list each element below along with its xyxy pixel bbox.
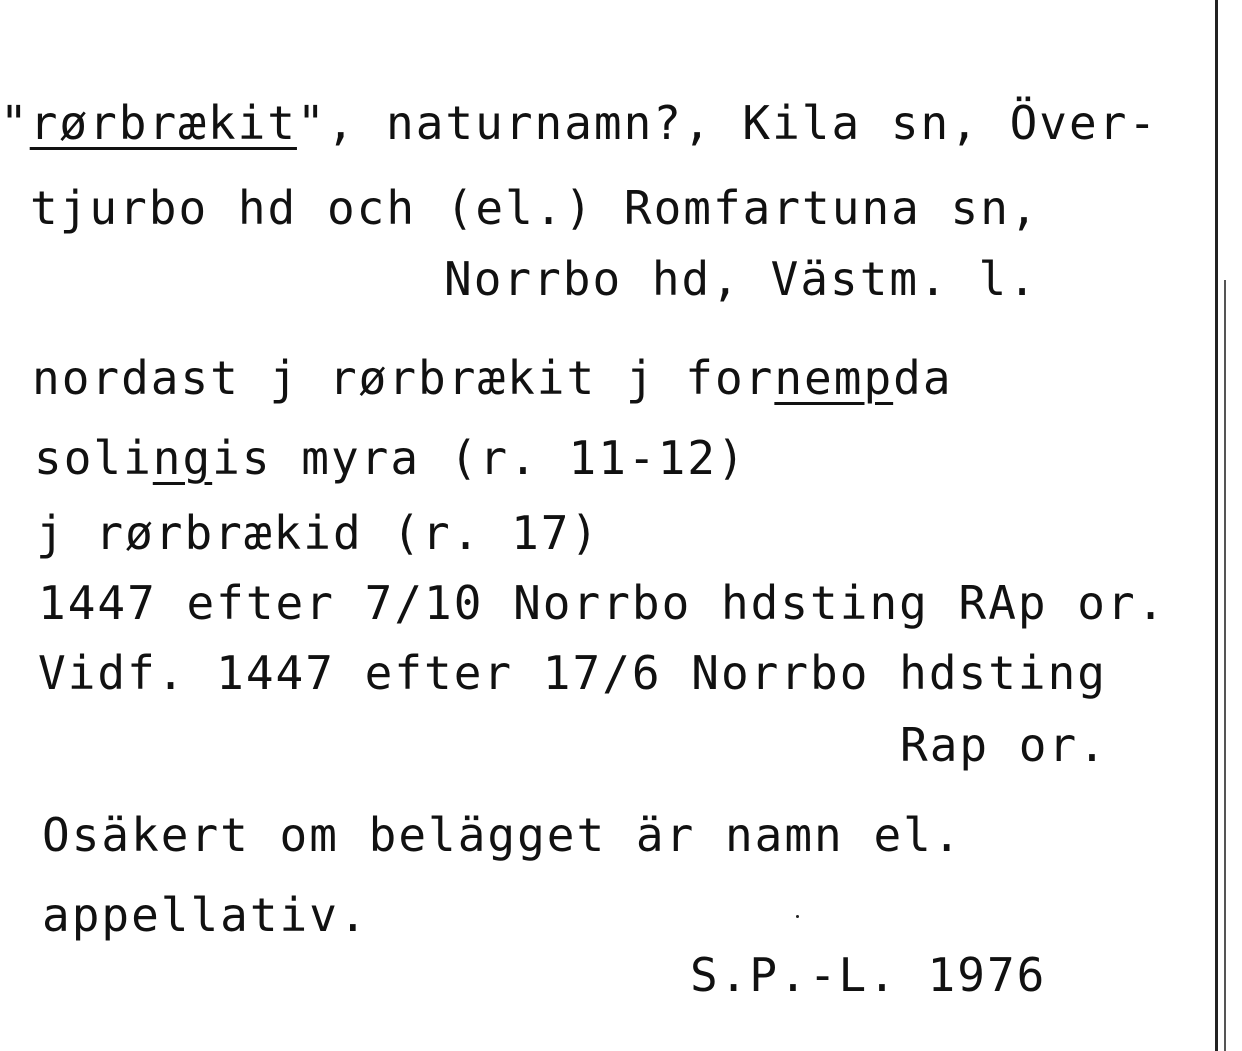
quote-entry-2-prefix: soli (34, 431, 153, 485)
quote-entry-1 (32, 351, 953, 405)
note-line-2: appellativ. (42, 888, 369, 942)
headword-description: ", naturnamn?, Kila sn, Över- (296, 96, 1159, 150)
quote-entry-2-suffix: is myra (r. 11-12) (212, 431, 747, 485)
card-edge-line-inner (1224, 280, 1226, 1051)
ink-speck (796, 915, 799, 918)
source-line-3: Rap or. (900, 718, 1108, 772)
quote-entry-1-underlined: nemp (774, 351, 894, 405)
note-line-1: Osäkert om belägget är namn el. (42, 808, 963, 862)
location-line-3: Norrbo hd, Västm. l. (444, 252, 1038, 306)
quote-entry-1-prefix: nordast j rørbrækit j for (32, 351, 775, 405)
quote-entry-1-suffix: da (893, 351, 953, 405)
headword: rørbrækit (29, 96, 297, 150)
card-edge-line (1215, 0, 1218, 1051)
quote-entry-3: j rørbrækid (r. 17) (36, 506, 601, 560)
quote-entry-2-underlined: ng (152, 431, 213, 485)
source-line-2: Vidf. 1447 efter 17/6 Norrbo hdsting (38, 646, 1107, 700)
quote-entry-2 (34, 431, 747, 485)
source-line-1: 1447 efter 7/10 Norrbo hdsting RAp or. (38, 576, 1167, 630)
quote-open: " (0, 96, 30, 150)
headword-line (0, 96, 1159, 150)
location-line-2: tjurbo hd och (el.) Romfartuna sn, (30, 181, 1040, 235)
signature-date: S.P.-L. 1976 (690, 948, 1047, 1002)
